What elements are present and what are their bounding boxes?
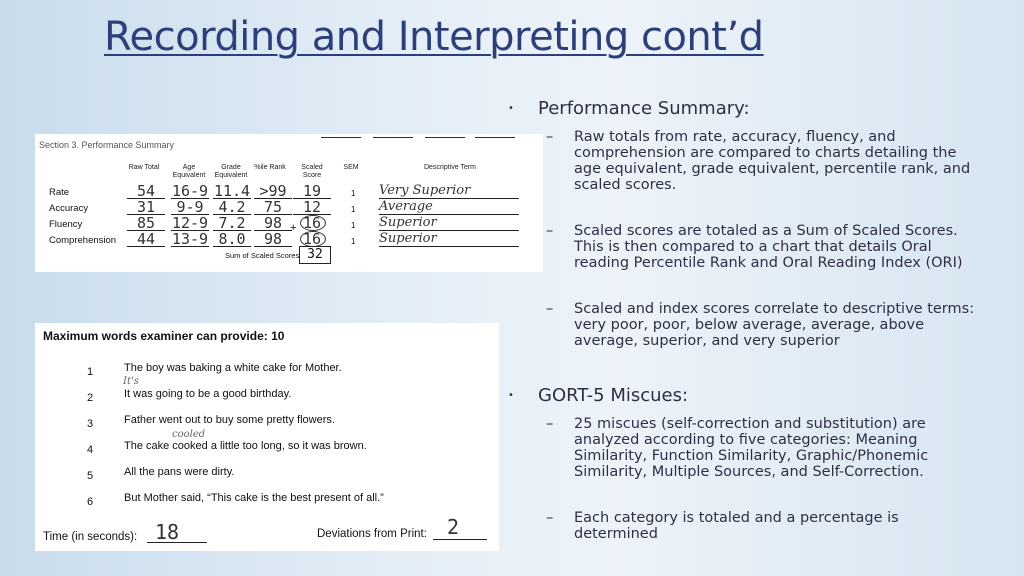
slide-title: Recording and Interpreting cont’d bbox=[104, 14, 764, 60]
sentence-text: The cake cooked a little too long, so it was brown. bbox=[124, 440, 367, 452]
rate-age: 16-9 bbox=[171, 182, 209, 200]
deviations-label: Deviations from Print: bbox=[317, 528, 427, 540]
sentence-text: The boy was baking a white cake for Mother. bbox=[124, 362, 342, 374]
fluency-scaled-circle bbox=[300, 215, 326, 231]
performance-summary-form-image bbox=[35, 134, 543, 272]
rate-term: Very Superior bbox=[379, 184, 519, 199]
dash-icon: – bbox=[546, 129, 554, 145]
dash-icon: – bbox=[546, 301, 554, 317]
comprehension-age: 13-9 bbox=[171, 230, 209, 248]
comprehension-scaled: 16 bbox=[302, 230, 322, 248]
header-scaled-score: Scaled Score bbox=[301, 164, 323, 179]
header-raw-total: Raw Total bbox=[128, 164, 160, 171]
dash-icon: – bbox=[546, 510, 554, 526]
fluency-sem: 1 bbox=[351, 221, 356, 230]
fluency-scaled: 16 bbox=[302, 214, 322, 232]
comprehension-sem: 1 bbox=[351, 237, 356, 246]
row-label-fluency: Fluency bbox=[49, 219, 83, 230]
accuracy-raw: 31 bbox=[127, 200, 165, 215]
sub-bullet: – Raw totals from rate, accuracy, fluency, and comprehension are compared to charts detailing the age equivalent, grade equivalent, percentile rank, and scaled scores. bbox=[546, 129, 971, 193]
header-descriptive-term: Descriptive Term bbox=[424, 164, 476, 171]
max-words-heading: Maximum words examiner can provide: 10 bbox=[43, 329, 285, 343]
plus-sign: + bbox=[290, 222, 297, 234]
row-label-accuracy: Accuracy bbox=[49, 203, 89, 214]
rate-sem: 1 bbox=[351, 189, 356, 198]
time-label: Time (in seconds): bbox=[43, 531, 138, 543]
bullet-gort5-miscues: • GORT-5 Miscues: bbox=[508, 385, 689, 406]
accuracy-term: Average bbox=[379, 200, 519, 215]
accuracy-scaled: 12 bbox=[293, 200, 331, 215]
handwritten-cooled: cooled bbox=[172, 429, 206, 440]
sub-bullet: – Scaled and index scores correlate to descriptive terms: very poor, poor, below average, average, above average, superior, and very superior bbox=[546, 301, 975, 349]
comprehension-term: Superior bbox=[379, 232, 519, 247]
sentence-number: 4 bbox=[87, 444, 94, 456]
comprehension-rank: 98 bbox=[254, 232, 292, 247]
accuracy-sem: 1 bbox=[351, 205, 356, 214]
rate-rank: >99 bbox=[254, 184, 292, 199]
accuracy-age: 9-9 bbox=[171, 200, 209, 215]
bullet-performance-summary: • Performance Summary: bbox=[508, 98, 750, 119]
fluency-rank: 98 bbox=[254, 216, 292, 231]
sentence-text: It was going to be a good birthday. bbox=[124, 388, 292, 400]
time-value: 18 bbox=[155, 520, 180, 544]
fluency-grade: 7.2 bbox=[213, 216, 251, 231]
sentence-text: All the pans were dirty. bbox=[124, 466, 235, 478]
sentence-text: But Mother said, “This cake is the best present of all.” bbox=[124, 492, 384, 504]
accuracy-rank: 75 bbox=[254, 200, 292, 215]
sub-bullet: – Each category is totaled and a percentage is determined bbox=[546, 510, 899, 542]
dash-icon: – bbox=[546, 223, 554, 239]
deviations-blank bbox=[433, 521, 487, 540]
story-passage-image bbox=[35, 323, 499, 551]
handwritten-its: It's bbox=[123, 376, 139, 387]
form-top-lines bbox=[295, 134, 543, 138]
bullet-dot: • bbox=[508, 390, 514, 401]
section-title: Section 3. Performance Summary bbox=[39, 140, 175, 150]
sentence-number: 2 bbox=[87, 392, 94, 404]
sub-bullet: – 25 miscues (self-correction and substitution) are analyzed according to five categories: Meaning Similarity, Function Similarity, Graphic/Phonemic Similarity, Multiple Sources, and Self-Correction. bbox=[546, 416, 929, 480]
header-age-equivalent: Age Equivalent bbox=[172, 164, 206, 179]
sum-scaled-value: 32 bbox=[299, 246, 331, 264]
fluency-age: 12-9 bbox=[171, 214, 209, 232]
accuracy-grade: 4.2 bbox=[213, 200, 251, 215]
rate-grade: 11.4 bbox=[213, 182, 251, 200]
deviations-value: 2 bbox=[447, 515, 460, 539]
sum-scaled-label: Sum of Scaled Scores bbox=[225, 251, 300, 260]
row-label-rate: Rate bbox=[49, 187, 70, 198]
header-grade-equivalent: Grade Equivalent bbox=[214, 164, 248, 179]
comprehension-raw: 44 bbox=[127, 232, 165, 247]
fluency-raw: 85 bbox=[127, 216, 165, 231]
sentence-number: 1 bbox=[87, 366, 94, 378]
fluency-term: Superior bbox=[379, 216, 519, 231]
sentence-number: 5 bbox=[87, 470, 94, 482]
header-sem: SEM bbox=[343, 164, 359, 171]
comprehension-grade: 8.0 bbox=[213, 232, 251, 247]
sentence-text: Father went out to buy some pretty flowers. bbox=[124, 414, 335, 426]
row-label-comprehension: Comprehension bbox=[49, 235, 117, 246]
comprehension-scaled-circle bbox=[300, 231, 326, 247]
sentence-number: 3 bbox=[87, 418, 94, 430]
header-percentile-rank: %ile Rank bbox=[254, 164, 286, 171]
dash-icon: – bbox=[546, 416, 554, 432]
sentence-number: 6 bbox=[87, 496, 94, 508]
rate-raw: 54 bbox=[127, 184, 165, 199]
rate-scaled: 19 bbox=[293, 184, 331, 199]
sub-bullet: – Scaled scores are totaled as a Sum of Scaled Scores. This is then compared to a chart that details Oral reading Percentile Rank and Oral Reading Index (ORI) bbox=[546, 223, 963, 271]
bullet-dot: • bbox=[508, 103, 514, 114]
